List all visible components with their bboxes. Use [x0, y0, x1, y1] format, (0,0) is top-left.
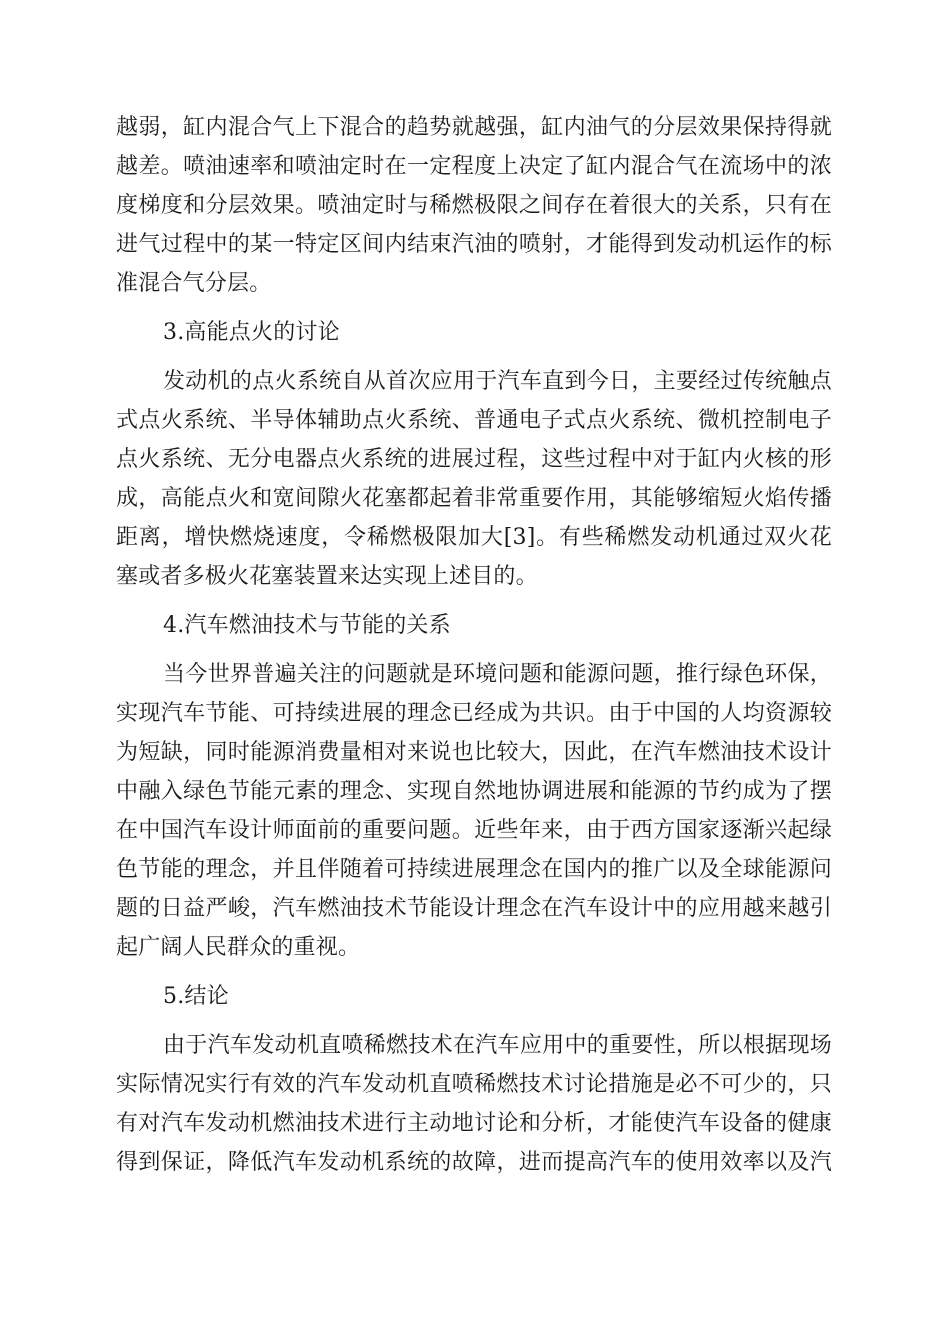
- text-line: 成，高能点火和宽间隙火花塞都起着非常重要作用，其能够缩短火焰传播: [116, 486, 832, 511]
- section-heading-high-energy-ignition: 3.高能点火的讨论: [163, 320, 340, 345]
- text-line: 实际情况实行有效的汽车发动机直喷稀燃技术讨论措施是必不可少的，只: [116, 1072, 832, 1097]
- text-line: 实现汽车节能、可持续进展的理念已经成为共识。由于中国的人均资源较: [116, 701, 832, 726]
- text-line: 由于汽车发动机直喷稀燃技术在汽车应用中的重要性，所以根据现场: [163, 1033, 832, 1058]
- text-line: 有对汽车发动机燃油技术进行主动地讨论和分析，才能使汽车设备的健康: [116, 1111, 832, 1136]
- document-page: [116, 108, 832, 1182]
- text-line: 塞或者多极火花塞装置来达实现上述目的。: [116, 564, 538, 589]
- text-line: 起广阔人民群众的重视。: [116, 935, 361, 960]
- text-line: 距离，增快燃烧速度，令稀燃极限加大[3]。有些稀燃发动机通过双火花: [116, 525, 832, 550]
- section-heading-conclusion: 5.结论: [163, 984, 229, 1009]
- text-line: 越弱，缸内混合气上下混合的趋势就越强，缸内油气的分层效果保持得就: [116, 115, 832, 140]
- paragraph-conclusion: [116, 1026, 832, 1182]
- text-line: 式点火系统、半导体辅助点火系统、普通电子式点火系统、微机控制电子: [116, 408, 832, 433]
- text-line: 色节能的理念，并且伴随着可持续进展理念在国内的推广以及全球能源问: [116, 857, 832, 882]
- paragraph-mixture-stratification: [116, 108, 832, 303]
- text-line: 越差。喷油速率和喷油定时在一定程度上决定了缸内混合气在流场中的浓: [116, 154, 832, 179]
- text-line: 准混合气分层。: [116, 271, 272, 296]
- text-line: 度梯度和分层效果。喷油定时与稀燃极限之间存在着很大的关系，只有在: [116, 193, 832, 218]
- text-line: 题的日益严峻，汽车燃油技术节能设计理念在汽车设计中的应用越来越引: [116, 896, 832, 921]
- text-line: 中融入绿色节能元素的理念、实现自然地协调进展和能源的节约成为了摆: [116, 779, 832, 804]
- paragraph-ignition-system: [116, 362, 832, 596]
- text-line: 当今世界普遍关注的问题就是环境问题和能源问题，推行绿色环保，: [163, 662, 832, 687]
- text-line: 点火系统、无分电器点火系统的进展过程，这些过程中对于缸内火核的形: [116, 447, 832, 472]
- paragraph-energy-saving: [116, 655, 832, 967]
- text-line: 在中国汽车设计师面前的重要问题。近些年来，由于西方国家逐渐兴起绿: [116, 818, 832, 843]
- text-line: 为短缺，同时能源消费量相对来说也比较大，因此，在汽车燃油技术设计: [116, 740, 832, 765]
- text-line: 得到保证，降低汽车发动机系统的故障，进而提高汽车的使用效率以及汽: [116, 1150, 832, 1175]
- text-line: 发动机的点火系统自从首次应用于汽车直到今日，主要经过传统触点: [163, 369, 832, 394]
- text-line: 进气过程中的某一特定区间内结束汽油的喷射，才能得到发动机运作的标: [116, 232, 832, 257]
- section-heading-fuel-tech-energy-saving: 4.汽车燃油技术与节能的关系: [163, 613, 451, 638]
